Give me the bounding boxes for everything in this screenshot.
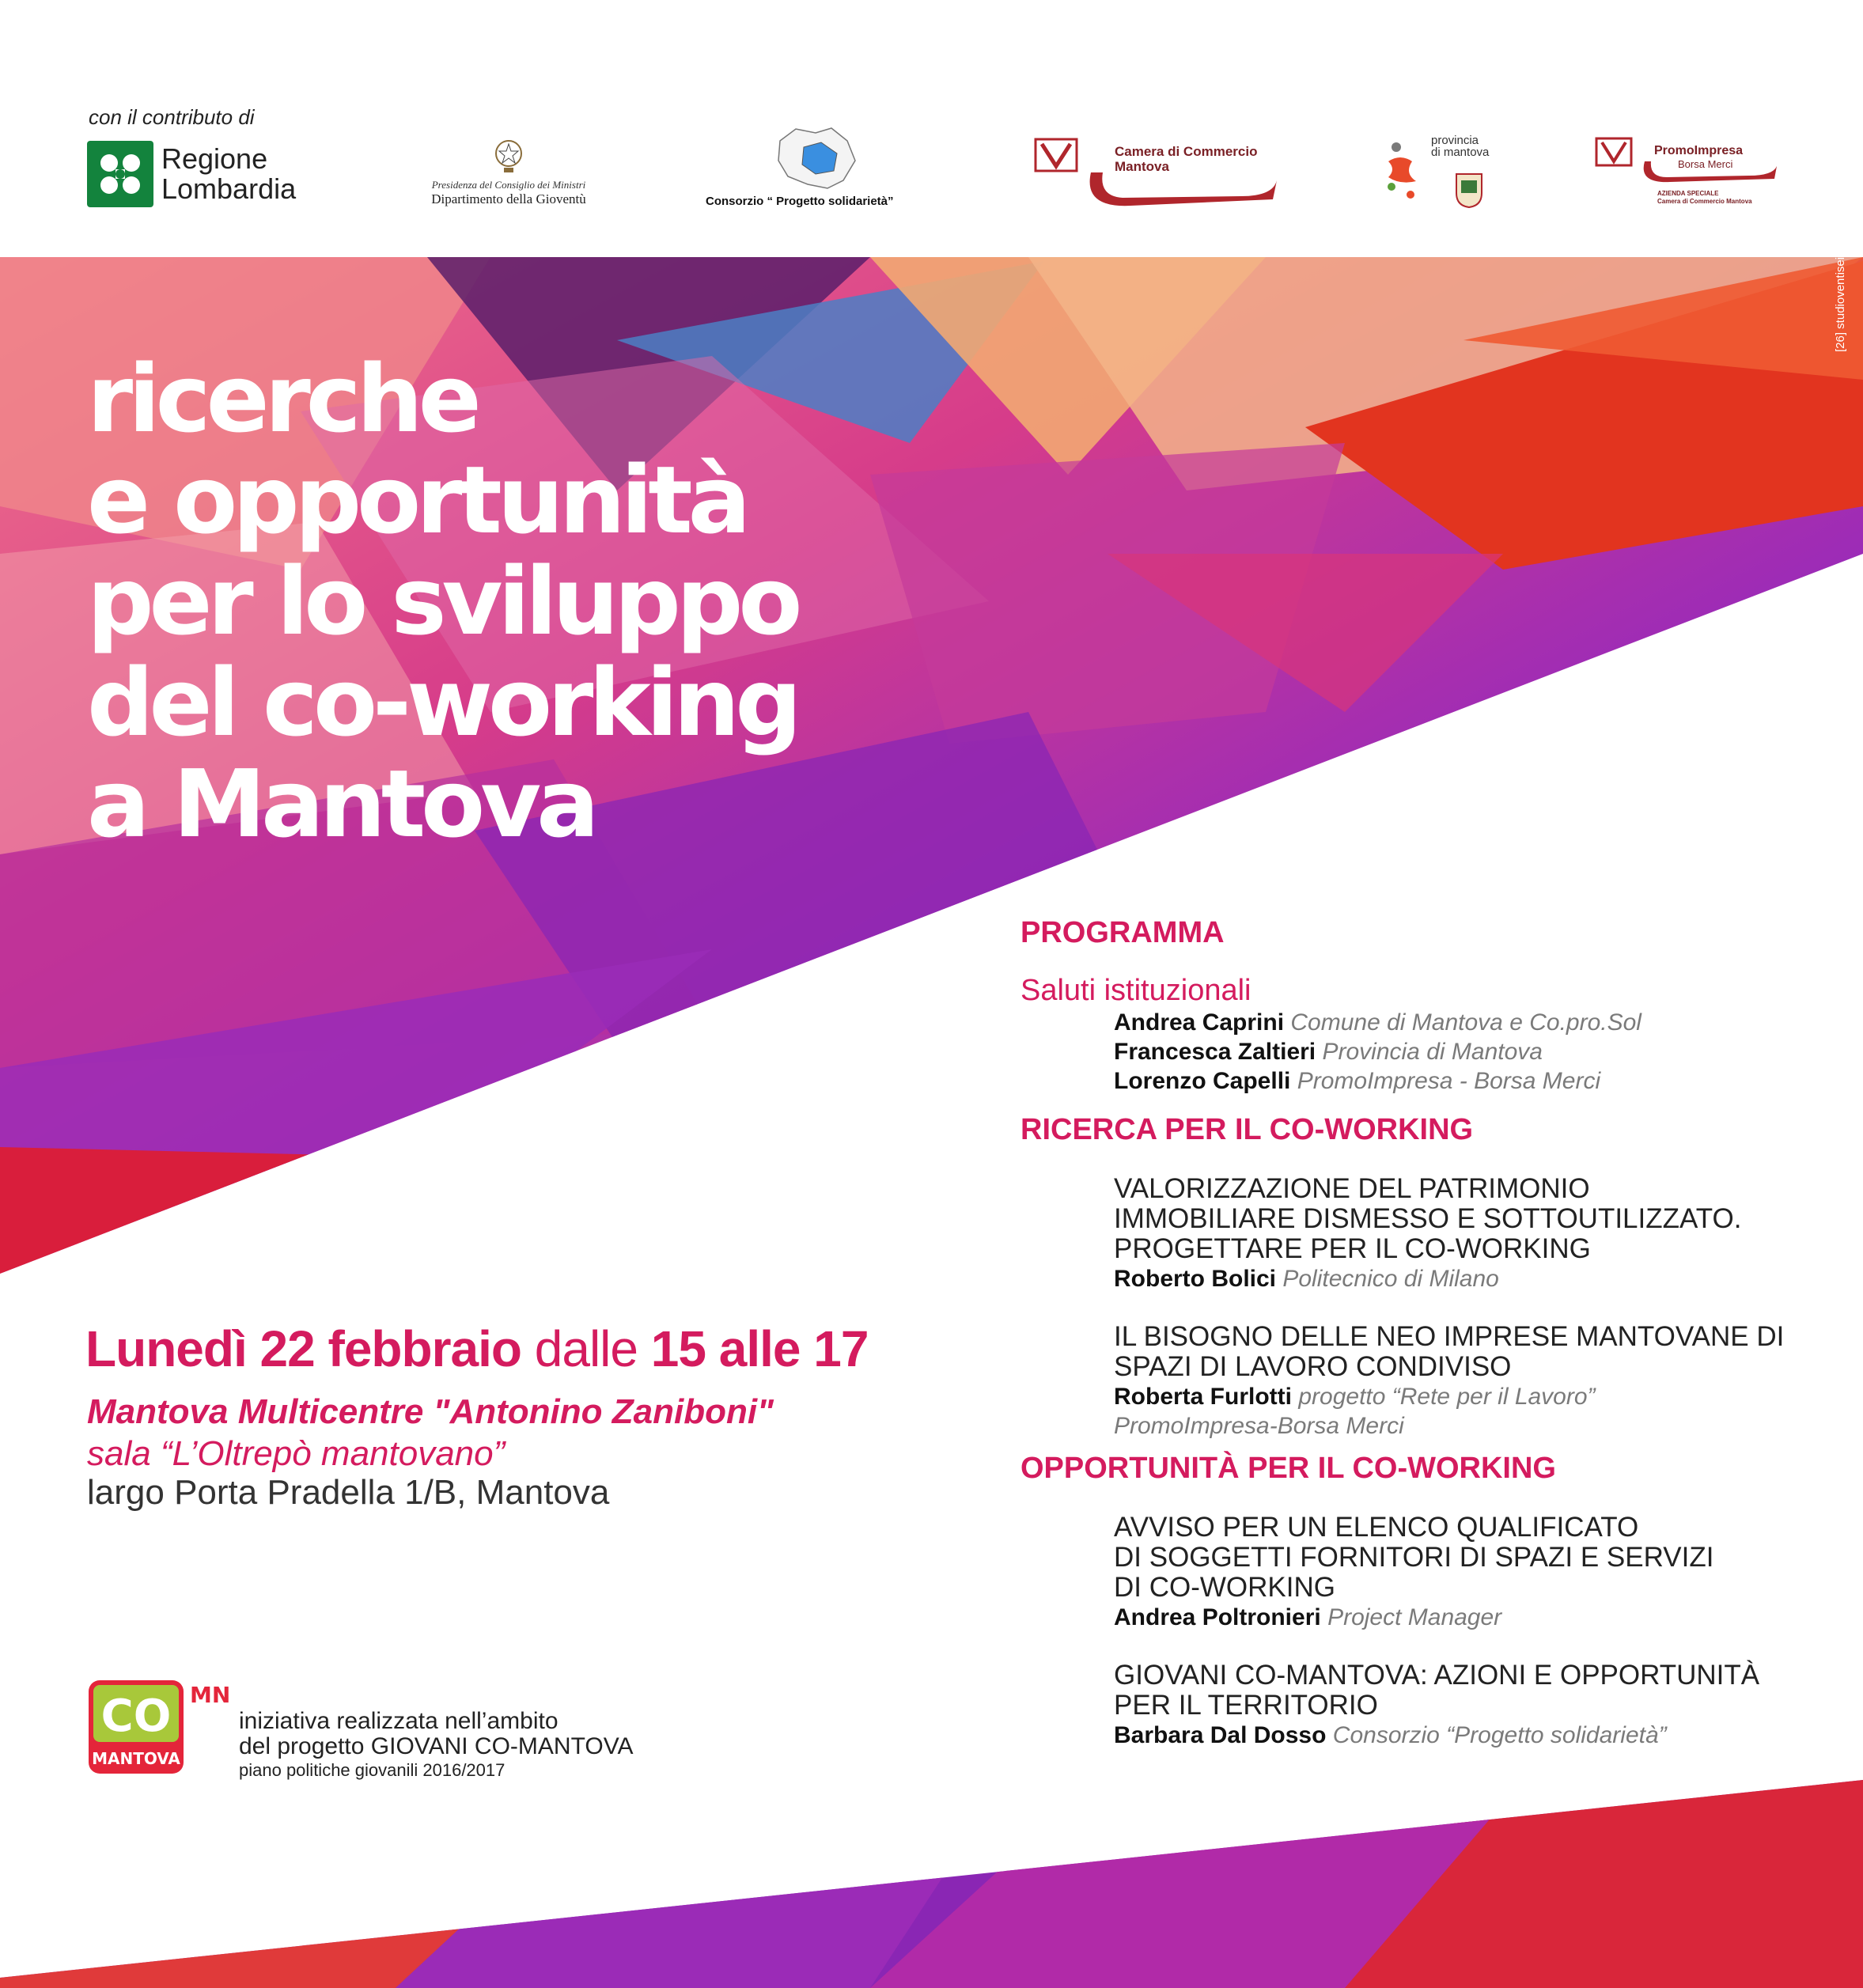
prov-line2: di mantova [1431,146,1490,159]
headline-line2: e opportunità [87,445,747,555]
talk-title-line: PER IL TERRITORIO [1114,1690,1378,1721]
venue-room: sala “L’Oltrepò mantovano” [87,1434,506,1473]
project-text [239,1709,634,1782]
speaker [1114,1382,1843,1411]
regione-lombardia-icon [87,141,153,207]
project-line1: iniziativa realizzata nell’ambito [239,1708,559,1734]
speaker-affiliation: Consorzio “Progetto solidarietà” [1332,1722,1667,1748]
map-icon [772,125,859,192]
swoosh-icon [1083,165,1281,212]
programma-title: PROGRAMMA [1020,916,1225,949]
governo-line1: Presidenza del Consiglio dei Ministri [431,179,586,191]
co-logo-city: MANTOVA [92,1749,180,1768]
event-date [85,1320,868,1378]
speaker [1114,1603,1843,1632]
speaker-name: Lorenzo Capelli [1114,1068,1291,1094]
date-bold: Lunedì 22 febbraio [85,1320,521,1377]
talk-title-line: DI SOGGETTI FORNITORI DI SPAZI E SERVIZI [1114,1542,1714,1573]
headline-line4: del co-working [87,648,797,757]
project-line3: piano politiche giovanili 2016/2017 [239,1760,506,1780]
project-line2: del progetto GIOVANI CO-MANTOVA [239,1733,634,1759]
crest-icon [1594,136,1634,169]
speaker [1114,1008,1843,1037]
speaker [1114,1264,1843,1293]
prov-line1: provincia [1431,134,1479,147]
ricerca-title: RICERCA PER IL CO-WORKING [1020,1113,1474,1146]
ccm-line2: Mantova [1115,159,1169,174]
headline-line3: per lo sviluppo [87,547,798,656]
consorzio-label: Consorzio “ Progetto solidarietà” [706,195,894,208]
emblem-icon [493,136,524,176]
time-bold: 15 alle 17 [650,1320,869,1377]
date-mid: dalle [534,1320,638,1377]
talk-title-line: DI CO-WORKING [1114,1572,1335,1603]
consorzio-logo [702,125,924,214]
governo-line2: Dipartimento della Gioventù [431,191,586,206]
talk-title-line: VALORIZZAZIONE DEL PATRIMONIO [1114,1173,1590,1204]
venue-name: Mantova Multicentre "Antonino Zaniboni" [87,1392,774,1431]
swoosh-icon [1638,157,1781,188]
speaker-affiliation: progetto “Rete per il Lavoro” [1298,1384,1596,1410]
speaker-name: Andrea Poltronieri [1114,1604,1321,1630]
promo-line3: AZIENDA SPECIALE [1657,190,1719,197]
venue-address: largo Porta Pradella 1/B, Mantova [87,1473,610,1512]
speaker-affiliation: Provincia di Mantova [1322,1039,1543,1065]
programma [1020,916,1843,1750]
sponsor-label: con il contributo di [89,105,255,129]
talk-title-line: AVVISO PER UN ELENCO QUALIFICATO [1114,1512,1639,1543]
talk-title-line: SPAZI DI LAVORO CONDIVISO [1114,1351,1512,1382]
speaker-affiliation: Project Manager [1327,1604,1502,1630]
speaker-affiliation: Comune di Mantova e Co.pro.Sol [1290,1009,1641,1036]
shield-icon [1453,171,1485,209]
co-mantova-logo [87,1679,231,1778]
speaker-name: Roberto Bolici [1114,1266,1277,1292]
headline-line5: a Mantova [87,749,595,858]
opportunita-title: OPPORTUNITÀ PER IL CO-WORKING [1020,1452,1556,1485]
ccm-line1: Camera di Commercio [1115,144,1258,159]
promo-line4: Camera di Commercio Mantova [1657,198,1752,205]
speaker [1114,1066,1843,1096]
headline [87,344,1036,858]
speaker-affiliation: Politecnico di Milano [1282,1266,1499,1292]
co-logo-text: CO [100,1691,172,1742]
studio-credit: [26] studioventisei.it [1834,248,1847,352]
governo-logo [418,133,600,212]
regione-line2: Lombardia [161,172,297,205]
promoimpresa-logo [1594,133,1776,212]
co-logo-badge: MN [190,1682,231,1708]
speaker [1114,1721,1843,1750]
camera-commercio-logo [1032,133,1278,212]
crest-icon [1032,136,1080,176]
regione-lombardia-logo [87,141,324,207]
saluti-title: Saluti istituzionali [1020,974,1251,1007]
headline-line1: ricerche [87,344,477,453]
talk-title-line: PROGETTARE PER IL CO-WORKING [1114,1233,1591,1264]
regione-line1: Regione [161,142,268,175]
provincia-icon [1380,138,1436,209]
speaker-name: Francesca Zaltieri [1114,1039,1316,1065]
speaker-name: Roberta Furlotti [1114,1384,1292,1410]
talk-title-line: IMMOBILIARE DISMESSO E SOTTOUTILIZZATO. [1114,1203,1742,1234]
speaker-name: Andrea Caprini [1114,1009,1285,1036]
talk-title-line: IL BISOGNO DELLE NEO IMPRESE MANTOVANE DI [1114,1321,1785,1352]
promo-line2: Borsa Merci [1678,158,1733,170]
speaker-name: Barbara Dal Dosso [1114,1722,1327,1748]
speaker [1114,1037,1843,1066]
provincia-logo [1380,133,1491,212]
speaker-affiliation: PromoImpresa - Borsa Merci [1297,1068,1601,1094]
speaker-affiliation-2: PromoImpresa-Borsa Merci [1114,1413,1404,1439]
talk-title-line: GIOVANI CO-MANTOVA: AZIONI E OPPORTUNITÀ [1114,1660,1760,1691]
promo-line1: PromoImpresa [1654,144,1744,157]
